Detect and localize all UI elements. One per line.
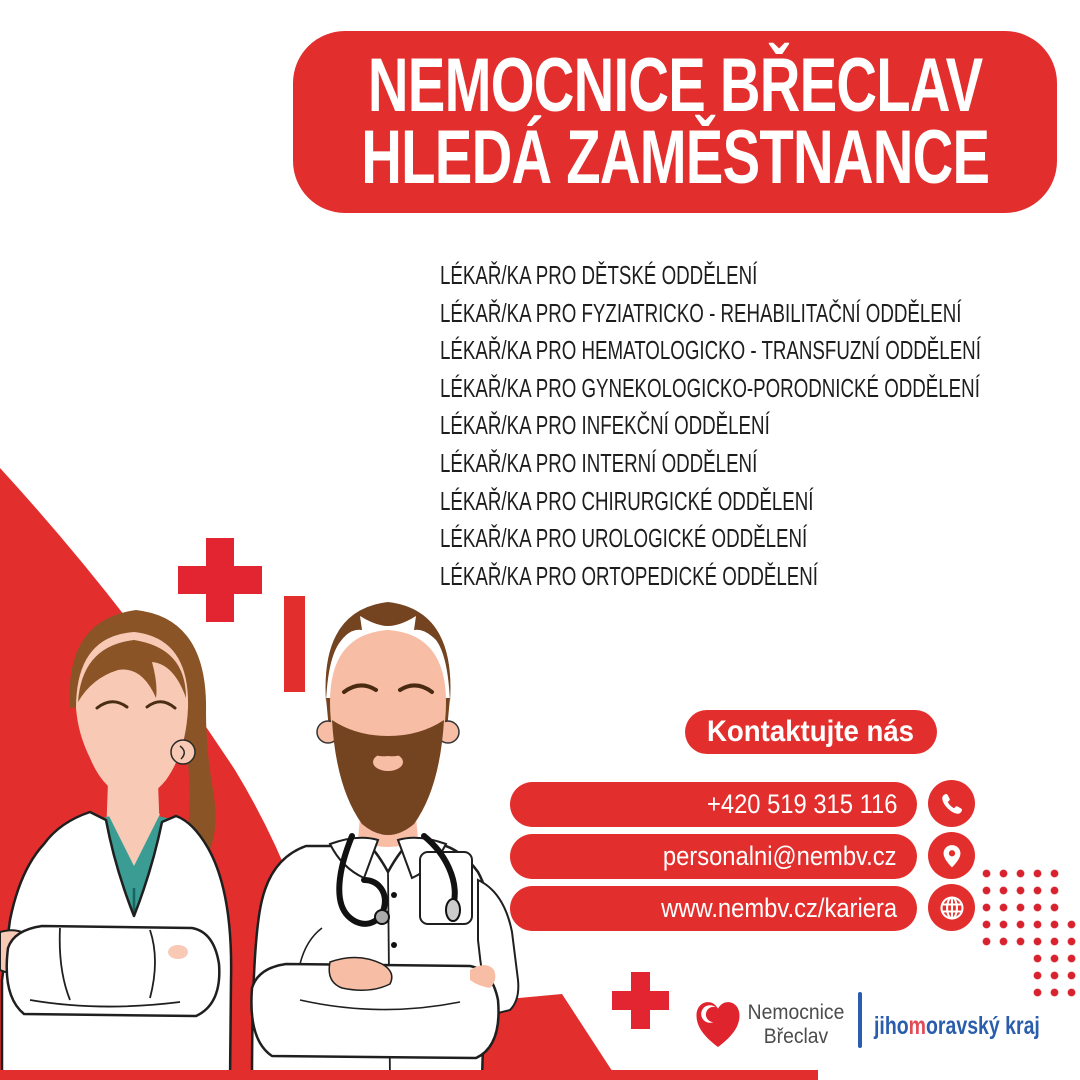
job-listing: LÉKAŘ/KA PRO FYZIATRICKO - REHABILITAČNÍ ODDĚLENÍ (440, 297, 962, 328)
email-address: personalni@nembv.cz (663, 841, 897, 871)
email-pill[interactable] (510, 834, 917, 879)
job-listing: LÉKAŘ/KA PRO HEMATOLOGICKO - TRANSFUZNÍ ODDĚLENÍ (440, 335, 981, 366)
bottom-red-strip (0, 1070, 818, 1080)
region-logo (874, 1004, 1040, 1048)
globe-icon (938, 894, 966, 922)
website-url: www.nembv.cz/kariera (661, 893, 897, 923)
job-listing: LÉKAŘ/KA PRO UROLOGICKÉ ODDĚLENÍ (440, 523, 808, 554)
red-cross-icon (178, 538, 262, 622)
contact-us-button[interactable] (685, 710, 937, 754)
job-listing: LÉKAŘ/KA PRO DĚTSKÉ ODDĚLENÍ (440, 260, 758, 290)
headline-line2: HLEDÁ ZAMĚSTNANCE (361, 115, 989, 200)
job-listing: LÉKAŘ/KA PRO CHIRURGICKÉ ODDĚLENÍ (440, 485, 814, 516)
job-listing: LÉKAŘ/KA PRO INFEKČNÍ ODDĚLENÍ (440, 410, 770, 441)
logo-divider (858, 992, 862, 1048)
region-logo-part: oravský kraj (926, 1012, 1040, 1040)
red-fragment-shape (284, 596, 305, 692)
job-listing: LÉKAŘ/KA PRO INTERNÍ ODDĚLENÍ (440, 447, 758, 478)
website-pill[interactable] (510, 886, 917, 931)
location-button[interactable] (928, 832, 975, 879)
region-logo-part: jiho (874, 1012, 909, 1040)
dot-pattern (1029, 950, 1080, 1002)
region-logo-m: m (908, 1012, 927, 1040)
hospital-name-line1: Nemocnice (747, 1001, 845, 1024)
dot-pattern (978, 865, 1063, 916)
phone-icon (939, 791, 965, 817)
phone-pill[interactable] (510, 782, 917, 827)
job-listing: LÉKAŘ/KA PRO GYNEKOLOGICKO-PORODNICKÉ ODDĚLENÍ (440, 372, 980, 403)
job-listing: LÉKAŘ/KA PRO ORTOPEDICKÉ ODDĚLENÍ (440, 560, 818, 591)
website-button[interactable] (928, 884, 975, 931)
doctors-illustration (0, 440, 820, 1080)
hospital-name-line2: Břeclav (763, 1025, 829, 1048)
red-cross-icon (612, 972, 669, 1029)
dot-pattern (978, 916, 1080, 950)
headline-line1: NEMOCNICE BŘECLAV (367, 43, 983, 128)
header-banner (293, 31, 1057, 213)
hospital-logo-text (743, 1001, 850, 1049)
hospital-heart-logo (694, 998, 742, 1050)
location-pin-icon (939, 843, 965, 869)
phone-button[interactable] (928, 780, 975, 827)
contact-us-label: Kontaktujte nás (707, 715, 915, 748)
phone-number: +420 519 315 116 (706, 789, 897, 819)
